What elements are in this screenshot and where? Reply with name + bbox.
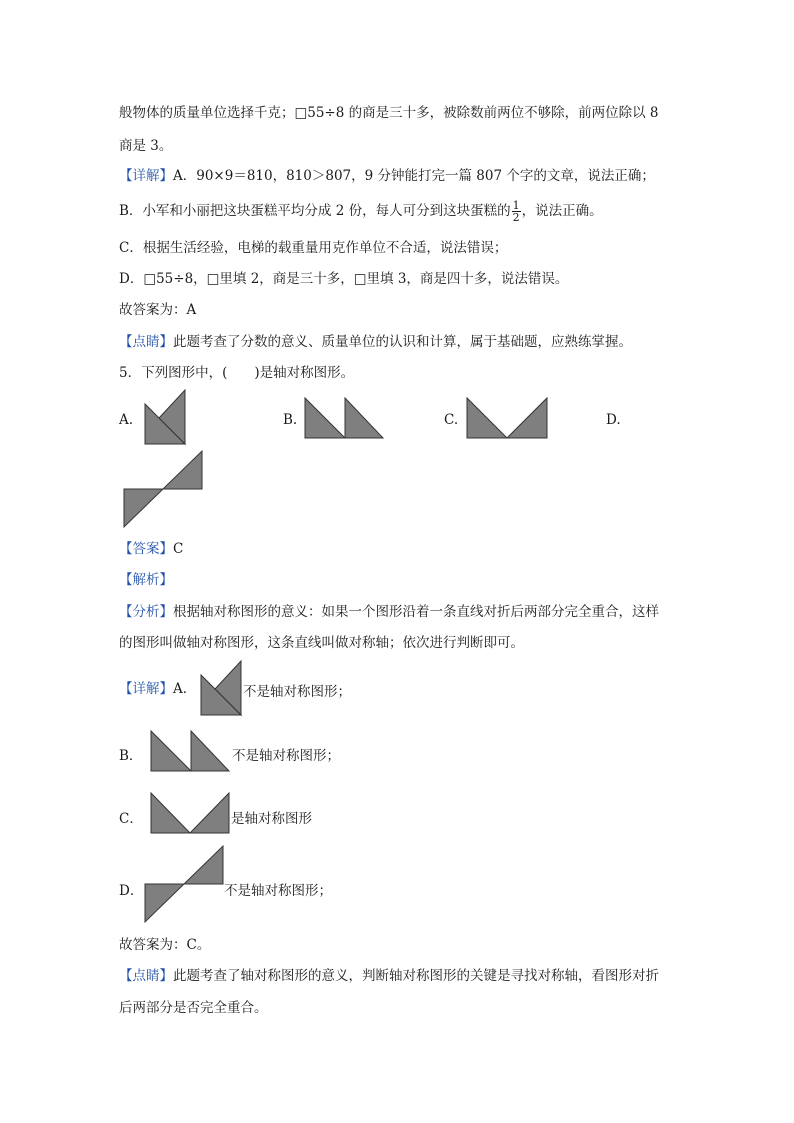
answer-line bbox=[119, 540, 183, 558]
option-c-label: C. bbox=[444, 412, 459, 428]
text-line: 后两部分是否完全重合。 bbox=[119, 1000, 268, 1016]
shape-triangle bbox=[151, 793, 190, 833]
text-line bbox=[119, 200, 603, 223]
detail-c-text: 是轴对称图形 bbox=[231, 811, 312, 827]
text-line: D．□55÷8，□里填 2，商是三十多，□里填 3，商是四十多，说法错误。 bbox=[119, 271, 569, 287]
detail-tag: 【详解】 bbox=[119, 168, 173, 184]
option-c-figure bbox=[467, 398, 547, 438]
option-b-figure bbox=[305, 398, 383, 438]
option-a-figure bbox=[145, 390, 185, 444]
detail-a-text: 不是轴对称图形； bbox=[243, 684, 351, 700]
option-d-label: D. bbox=[606, 412, 621, 428]
shape-triangle bbox=[163, 451, 202, 489]
fraction bbox=[512, 200, 521, 223]
detail-c-figure bbox=[151, 793, 229, 833]
text-line: C．根据生活经验，电梯的载重量用克作单位不合适，说法错误； bbox=[119, 240, 508, 256]
tip-tag: 【点睛】 bbox=[119, 334, 173, 350]
analysis-text: 根据轴对称图形的意义：如果一个图形沿着一条直线对折后两部分完全重合，这样 bbox=[173, 604, 659, 620]
fraction-numerator: 1 bbox=[512, 199, 520, 212]
answer-tag: 【答案】 bbox=[119, 541, 173, 557]
text-line bbox=[119, 603, 659, 621]
shape-triangle bbox=[190, 793, 229, 833]
shape-triangle bbox=[184, 846, 223, 884]
detail-d-label: D． bbox=[119, 883, 144, 899]
text-line: 般物体的质量单位选择千克；□55÷8 的商是三十多，被除数前两位不够除，前两位除以 8 bbox=[119, 105, 659, 121]
detail-tag: 【详解】 bbox=[119, 681, 173, 697]
option-d-figure bbox=[124, 451, 202, 527]
shape-triangle bbox=[124, 489, 163, 527]
detail-d-text: 不是轴对称图形； bbox=[224, 883, 332, 899]
text-line: 商是 3。 bbox=[119, 138, 173, 154]
text-line: 的图形叫做轴对称图形，这条直线叫做对称轴；依次进行判断即可。 bbox=[119, 635, 524, 651]
option-a-label: A. bbox=[119, 412, 134, 428]
shape-triangle bbox=[467, 398, 507, 438]
answer-value: C bbox=[173, 541, 184, 557]
shape-triangle bbox=[305, 398, 345, 438]
text-part: B．小军和小丽把这块蛋糕平均分成 2 份，每人可分到这块蛋糕的 bbox=[119, 203, 511, 219]
tip-text: 此题考查了轴对称图形的意义，判断轴对称图形的关键是寻找对称轴，看图形对折 bbox=[173, 968, 659, 984]
detail-a-figure bbox=[201, 661, 241, 715]
option-b-label: B. bbox=[283, 412, 298, 428]
question-5: 5．下列图形中，( )是轴对称图形。 bbox=[119, 365, 355, 381]
shape-triangle bbox=[145, 884, 184, 922]
text-line bbox=[119, 167, 655, 185]
analysis-sub-tag: 【分析】 bbox=[119, 604, 173, 620]
text-line bbox=[119, 967, 659, 985]
tip-text: 此题考查了分数的意义、质量单位的认识和计算，属于基础题，应熟练掌握。 bbox=[173, 334, 632, 350]
analysis-heading bbox=[119, 571, 173, 589]
detail-b-figure bbox=[151, 731, 229, 771]
detail-a-line bbox=[119, 680, 196, 698]
tip-tag: 【点睛】 bbox=[119, 968, 173, 984]
shape-triangle bbox=[345, 398, 383, 438]
detail-c-label: C． bbox=[119, 811, 143, 827]
detail-a-label: A． bbox=[173, 681, 197, 697]
shape-triangle bbox=[191, 731, 229, 771]
fraction-denominator: 2 bbox=[512, 211, 520, 224]
analysis-tag: 【解析】 bbox=[119, 572, 173, 588]
text-part: ，说法正确。 bbox=[521, 203, 603, 219]
shape-triangle bbox=[507, 398, 547, 438]
detail-b-label: B． bbox=[119, 748, 143, 764]
detail-d-figure bbox=[145, 846, 223, 922]
final-answer: 故答案为：C。 bbox=[119, 937, 211, 953]
text-line: 故答案为：A bbox=[119, 302, 197, 318]
text-line bbox=[119, 333, 632, 351]
detail-b-text: 不是轴对称图形； bbox=[232, 748, 340, 764]
shape-triangle bbox=[151, 731, 191, 771]
detail-text: A．90×9＝810，810＞807，9 分钟能打完一篇 807 个字的文章，说法正确； bbox=[173, 168, 655, 184]
